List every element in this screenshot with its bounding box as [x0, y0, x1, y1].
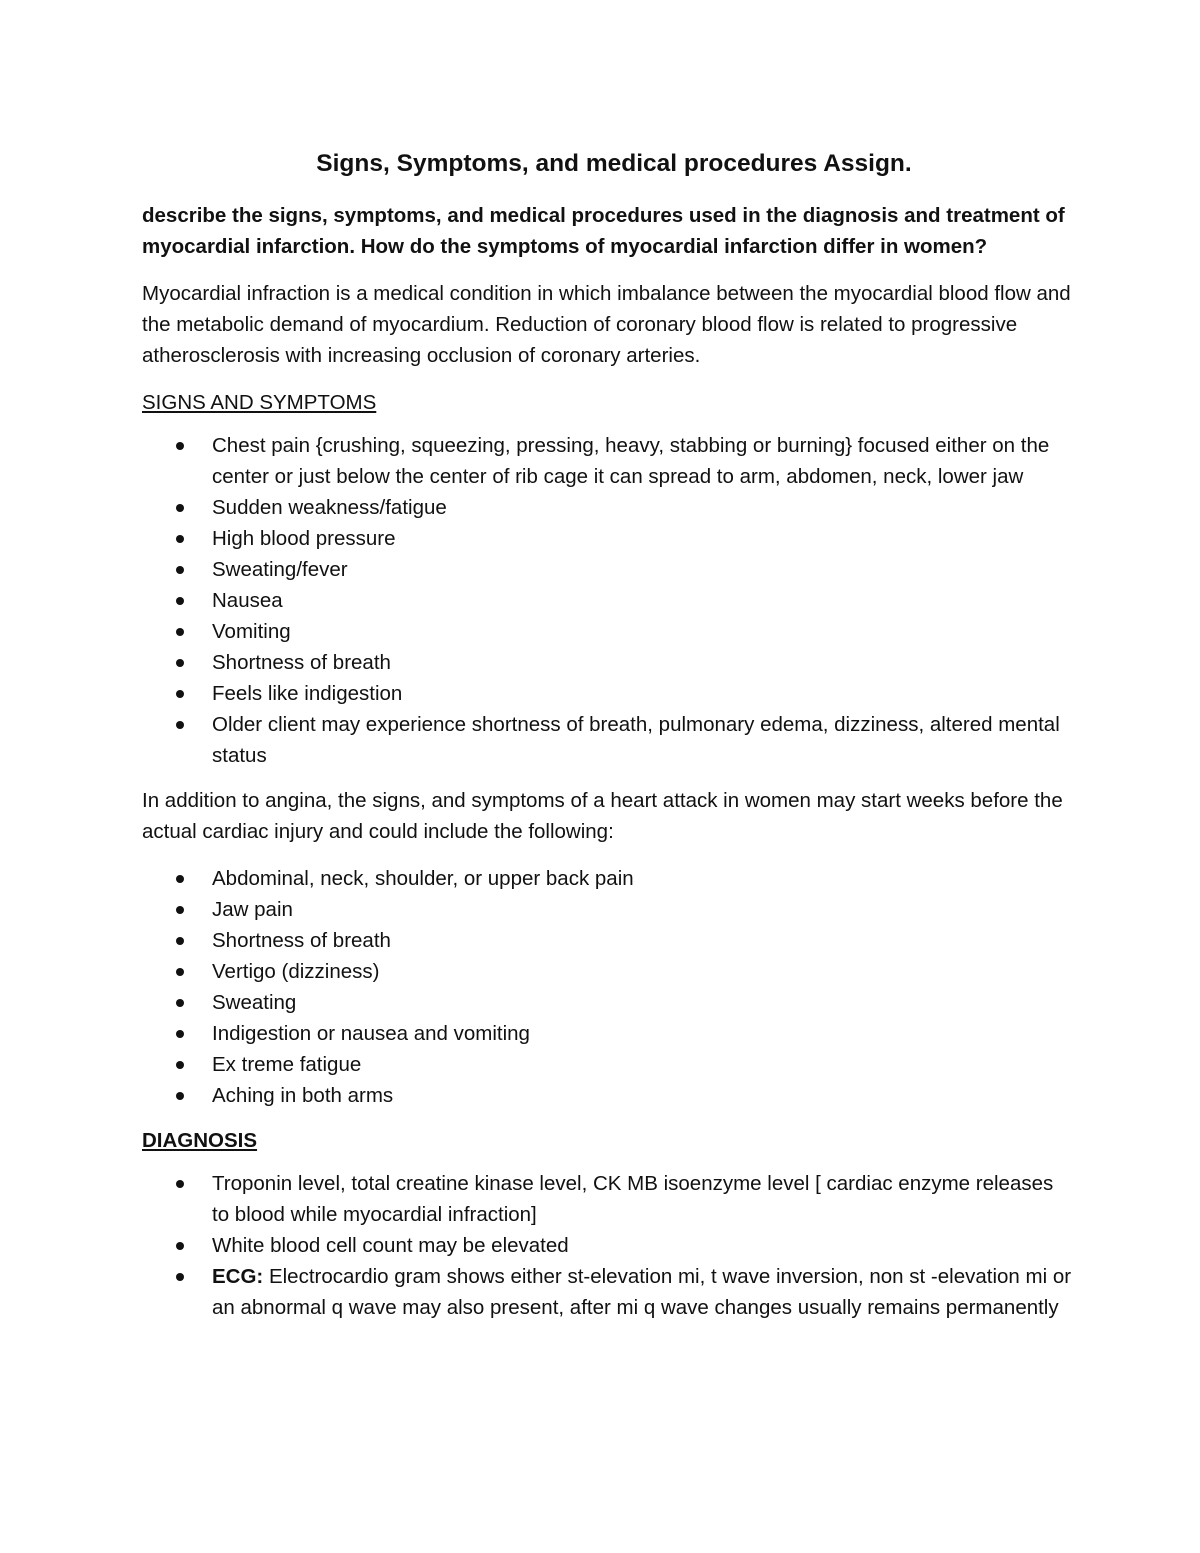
- list-item: Aching in both arms: [142, 1080, 1072, 1111]
- women-signs-list: [142, 863, 1072, 1111]
- list-item: White blood cell count may be elevated: [142, 1230, 1072, 1261]
- document-title: Signs, Symptoms, and medical procedures Assign.: [316, 150, 912, 177]
- list-item: Sweating: [142, 987, 1072, 1018]
- signs-heading: SIGNS AND SYMPTOMS: [142, 391, 377, 414]
- ecg-text: Electrocardio gram shows either st-elevation mi, t wave inversion, non st -elevation mi or an abnormal q wave may also present, after mi q wave changes usually remains permanently: [212, 1265, 1072, 1319]
- list-item: Chest pain {crushing, squeezing, pressing, heavy, stabbing or burning} focused either on the center or just below the center of rib cage it can spread to arm, abdomen, neck, lower jaw: [142, 430, 1072, 492]
- list-item: Vertigo (dizziness): [142, 956, 1072, 987]
- list-item: Vomiting: [142, 616, 1072, 647]
- diagnosis-heading: DIAGNOSIS: [142, 1129, 258, 1152]
- list-item-ecg: [142, 1261, 1072, 1323]
- list-item: Shortness of breath: [142, 925, 1072, 956]
- list-item: Older client may experience shortness of breath, pulmonary edema, dizziness, altered mental status: [142, 709, 1072, 771]
- list-item: Troponin level, total creatine kinase level, CK MB isoenzyme level [ cardiac enzyme releases to blood while myocardial infraction]: [142, 1168, 1072, 1230]
- list-item: High blood pressure: [142, 523, 1072, 554]
- list-item: Ex treme fatigue: [142, 1049, 1072, 1080]
- assignment-prompt: describe the signs, symptoms, and medical procedures used in the diagnosis and treatment of myocardial infarction. How do the symptoms of myocardial infarction differ in women?: [142, 204, 1065, 258]
- intro-paragraph: Myocardial infraction is a medical condition in which imbalance between the myocardial blood flow and the metabolic demand of myocardium. Reduction of coronary blood flow is related to progressive atherosclerosis with increasing occlusion of coronary arteries.: [142, 282, 1071, 367]
- list-item: Jaw pain: [142, 894, 1072, 925]
- list-item: Indigestion or nausea and vomiting: [142, 1018, 1072, 1049]
- diagnosis-list: [142, 1168, 1072, 1323]
- list-item: Sweating/fever: [142, 554, 1072, 585]
- women-intro-paragraph: In addition to angina, the signs, and symptoms of a heart attack in women may start weeks before the actual cardiac injury and could include the following:: [142, 789, 1063, 843]
- list-item: Nausea: [142, 585, 1072, 616]
- list-item: Sudden weakness/fatigue: [142, 492, 1072, 523]
- list-item: Abdominal, neck, shoulder, or upper back pain: [142, 863, 1072, 894]
- list-item: Feels like indigestion: [142, 678, 1072, 709]
- document-body: [142, 148, 1072, 1337]
- signs-list: [142, 430, 1072, 771]
- list-item: Shortness of breath: [142, 647, 1072, 678]
- ecg-label: ECG:: [212, 1265, 264, 1288]
